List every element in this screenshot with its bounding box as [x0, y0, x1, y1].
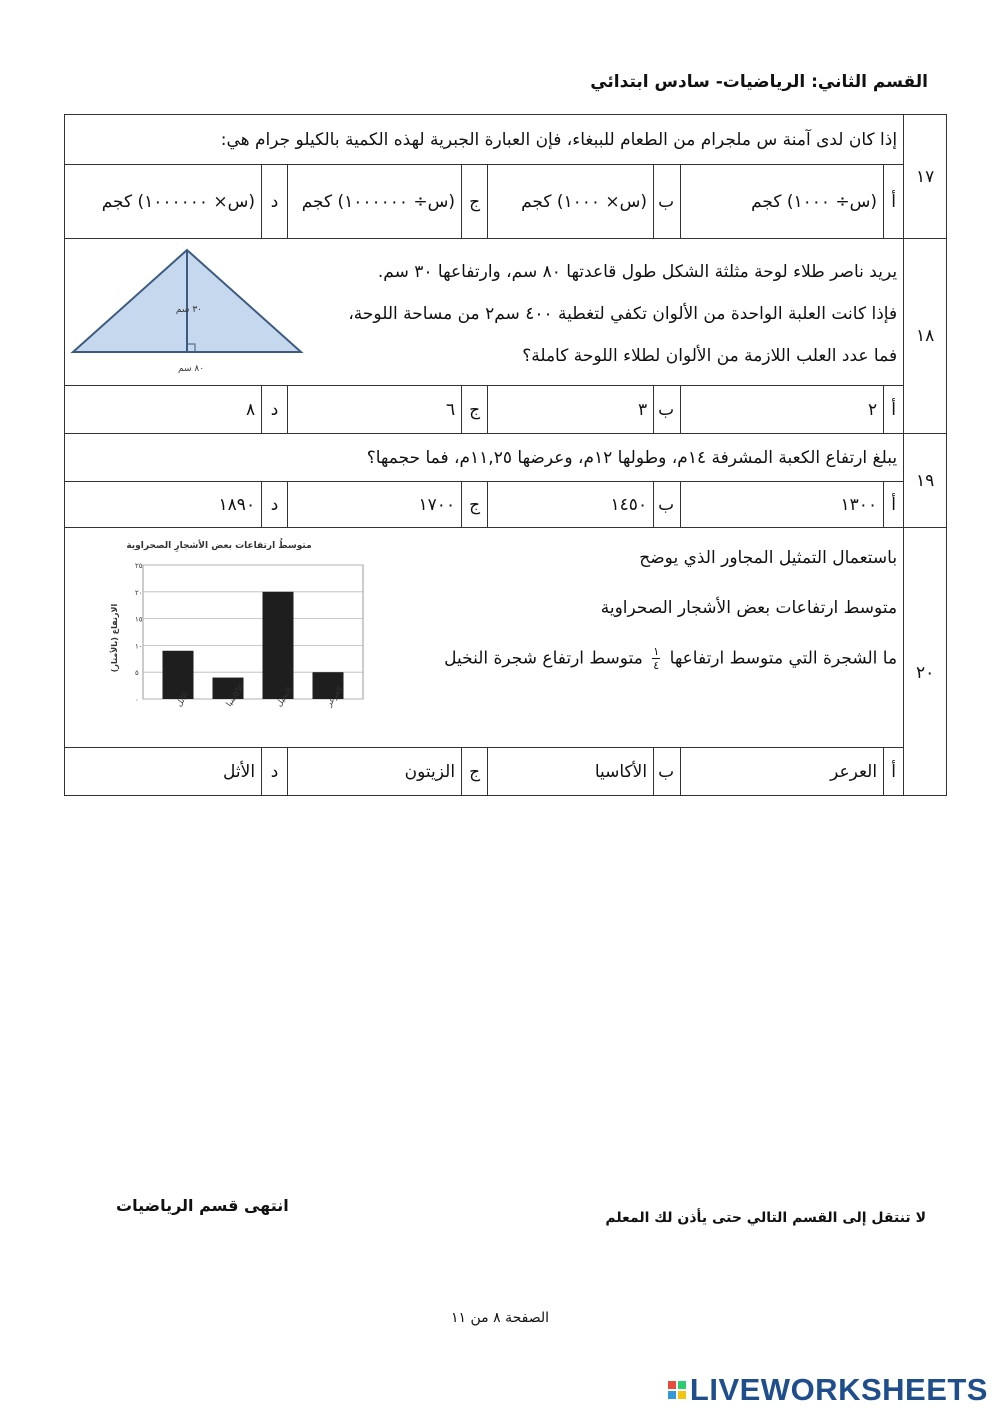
stem-line: متوسط ارتفاعات بعض الأشجار الصحراوية [600, 598, 898, 618]
question-stem [371, 528, 903, 671]
option-a[interactable]: (س÷ ١٠٠٠) كجم [681, 165, 884, 239]
y-tick-label: ٥ [135, 669, 139, 678]
option-letter: ج [462, 482, 488, 528]
option-letter: ب [654, 386, 681, 434]
fraction-denominator: ٤ [653, 659, 660, 672]
x-tick-label: النخيل [274, 686, 294, 709]
question-number: ١٩ [904, 434, 947, 528]
option-c[interactable]: (س÷ ١٠٠٠٠٠٠) كجم [288, 165, 462, 239]
question-20-options-row [65, 748, 947, 796]
option-a[interactable]: ٢ [681, 386, 884, 434]
chart-title: متوسطُ ارتفاعات بعض الأشجارِ الصحراوية [126, 541, 312, 551]
question-number: ٢٠ [904, 528, 947, 796]
option-letter: ج [462, 165, 488, 239]
y-tick-label: ٠ [135, 696, 139, 704]
option-letter: أ [884, 386, 904, 434]
question-18-options-row [65, 386, 947, 434]
option-letter: ب [654, 482, 681, 528]
option-letter: ب [654, 165, 681, 239]
questions-table [64, 114, 947, 796]
y-tick-label: ١٠ [135, 642, 143, 651]
question-stem: إذا كان لدى آمنة س ملجرام من الطعام للببغاء، فإن العبارة الجبرية لهذه الكمية بالكيلو جرام هي: [65, 115, 904, 165]
logo-square [678, 1381, 686, 1389]
y-tick-label: ٢٥ [135, 562, 143, 570]
question-stem [310, 239, 903, 385]
y-tick-label: ١٥ [135, 615, 143, 624]
option-letter: د [262, 482, 288, 528]
x-tick-label: الأكاسيا [224, 682, 246, 709]
option-b[interactable]: (س× ١٠٠٠) كجم [488, 165, 654, 239]
fraction [652, 646, 660, 671]
question-19-options-row [65, 482, 947, 528]
stem-line: فما عدد العلب اللازمة من الألوان لطلاء اللوحة كاملة؟ [522, 346, 898, 366]
option-d[interactable]: ١٨٩٠ [65, 482, 262, 528]
brand-wordmark: LIVEWORKSHEETS [689, 1372, 988, 1407]
instruction-note: لا تنتقل إلى القسم التالي حتى يأذن لك المعلم [605, 1210, 926, 1226]
question-19-stem-row [65, 434, 947, 482]
option-letter: ب [654, 748, 681, 796]
question-18-stem-row [65, 239, 947, 386]
option-b[interactable]: ٣ [488, 386, 654, 434]
y-axis-label: الارتفاع (بالأمتار) [110, 603, 119, 673]
option-letter: د [262, 165, 288, 239]
end-of-section-note: انتهى قسم الرياضيات [116, 1196, 289, 1215]
option-b[interactable]: ١٤٥٠ [488, 482, 654, 528]
option-letter: د [262, 386, 288, 434]
bar-chart [71, 528, 371, 734]
base-label: ٨٠ سم [177, 364, 205, 374]
option-letter: ج [462, 748, 488, 796]
option-letter: د [262, 748, 288, 796]
bar-1 [163, 651, 194, 699]
option-a[interactable]: العرعر [681, 748, 884, 796]
stem-line: يريد ناصر طلاء لوحة مثلثة الشكل طول قاعدتها ٨٠ سم، وارتفاعها ٣٠ سم. [377, 262, 898, 282]
question-stem: يبلغ ارتفاع الكعبة المشرفة ١٤م، وطولها ١٢م، وعرضها ١١,٢٥م، فما حجمها؟ [65, 434, 904, 482]
logo-square [668, 1381, 676, 1389]
height-label: ٣٠ سم [175, 305, 202, 315]
stem-text: متوسط ارتفاع شجرة النخيل [444, 648, 643, 669]
option-a[interactable]: ١٣٠٠ [681, 482, 884, 528]
option-c[interactable]: ٦ [288, 386, 462, 434]
question-number: ١٨ [904, 239, 947, 434]
page-number: الصفحة ٨ من ١١ [450, 1310, 549, 1326]
x-tick-label: الأثل [174, 690, 191, 709]
option-letter: أ [884, 165, 904, 239]
logo-square [668, 1391, 676, 1399]
y-tick-label: ٢٠ [135, 588, 143, 597]
stem-line: باستعمال التمثيل المجاور الذي يوضح [639, 548, 898, 568]
question-number: ١٧ [904, 115, 947, 239]
triangle-figure [65, 246, 310, 378]
logo-square [678, 1391, 686, 1399]
option-c[interactable]: الزيتون [288, 748, 462, 796]
option-c[interactable]: ١٧٠٠ [288, 482, 462, 528]
logo-mark-icon [668, 1381, 686, 1399]
option-b[interactable]: الأكاسيا [488, 748, 654, 796]
stem-line: فإذا كانت العلبة الواحدة من الألوان تكفي لتغطية ٤٠٠ سم٢ من مساحة اللوحة، [348, 304, 898, 324]
stem-line-with-fraction [377, 646, 897, 671]
option-letter: أ [884, 748, 904, 796]
section-title: القسم الثاني: الرياضيات- سادس ابتدائي [590, 72, 928, 92]
fraction-numerator: ١ [653, 645, 660, 658]
x-tick-label: العرعر [324, 684, 345, 709]
question-20-stem-row [65, 528, 947, 748]
brand-logo [668, 1372, 988, 1408]
option-letter: ج [462, 386, 488, 434]
stem-text: ما الشجرة التي متوسط ارتفاعها [669, 648, 898, 669]
option-letter: أ [884, 482, 904, 528]
option-d[interactable]: ٨ [65, 386, 262, 434]
bar-3 [263, 592, 294, 699]
question-17-stem-row [65, 115, 947, 165]
question-17-options-row [65, 165, 947, 239]
option-d[interactable]: (س× ١٠٠٠٠٠٠) كجم [65, 165, 262, 239]
option-d[interactable]: الأثل [65, 748, 262, 796]
